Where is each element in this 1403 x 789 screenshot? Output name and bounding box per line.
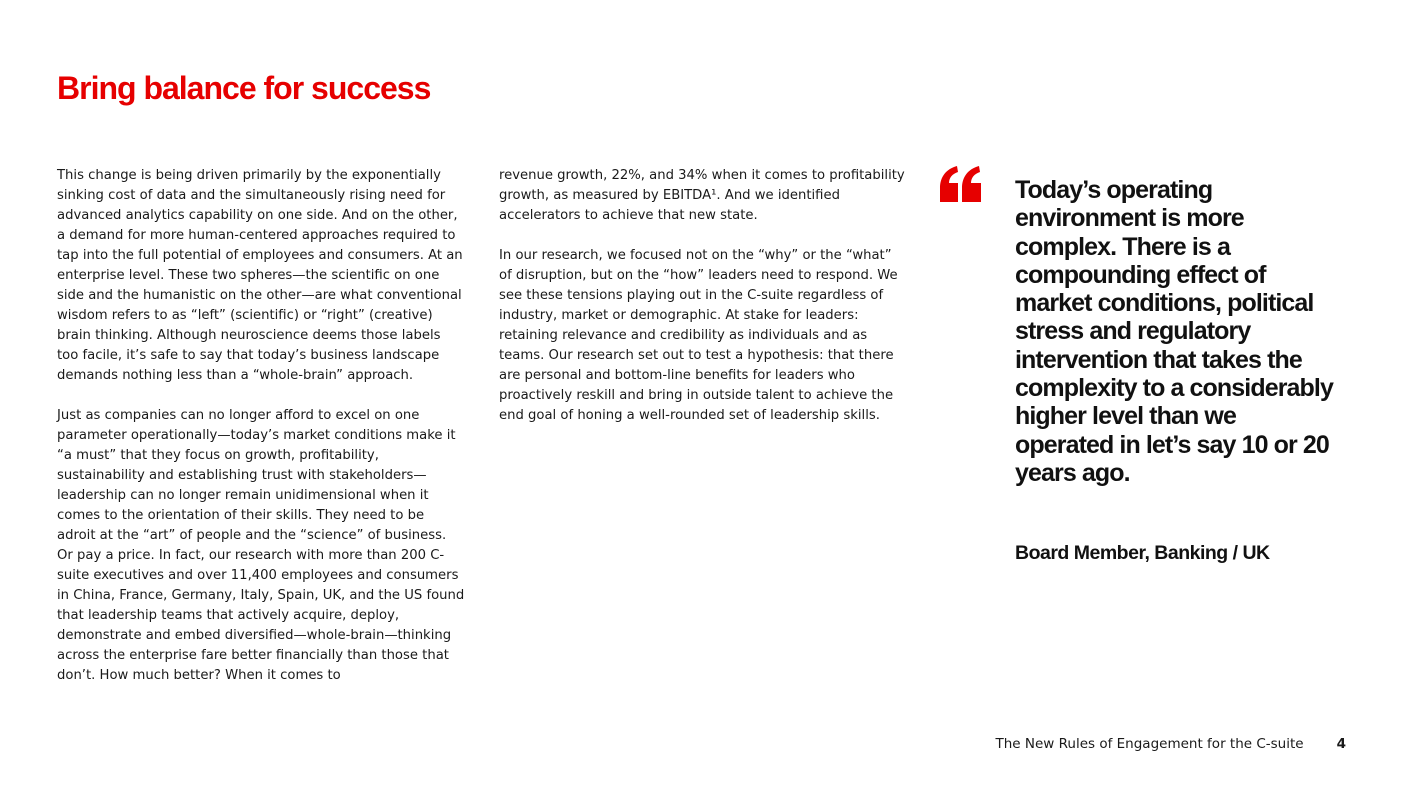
- quote-mark-icon: [938, 166, 984, 206]
- body-paragraph: revenue growth, 22%, and 34% when it comes to profitability growth, as measured by EBITDA¹. And we identified accelerators to achieve that new state.: [499, 168, 905, 223]
- body-paragraph: In our research, we focused not on the “why” or the “what” of disruption, but on the “how” leaders need to respond. We see these tensions playing out in the C-suite regardless of industry, market or demographic. At stake for leaders: retaining relevance and credibility as individuals and as teams. Our research set out to test a hypothesis: that there are personal and bottom-line benefits for leaders who proactively reskill and bring in outside talent to achieve the end goal of honing a well-rounded set of leadership skills.: [499, 248, 898, 423]
- body-paragraph: Just as companies can no longer afford to excel on one parameter operationally—today’s market conditions make it “a must” that they focus on growth, profitability, sustainability and establishing trust with stakeholders—leadership can no longer remain unidimensional when it comes to the orientation of their skills. They need to be adroit at the “art” of people and the “science” of business. Or pay a price. In fact, our research with more than 200 C-suite executives and over 11,400 employees and consumers in China, France, Germany, Italy, Spain, UK, and the US found that leadership teams that actively acquire, deploy, demonstrate and embed diversified—whole-brain—thinking across the enterprise fare better financially than those that don’t. How much better? When it comes to: [57, 408, 465, 683]
- body-column-middle: [499, 166, 905, 426]
- page-footer: [960, 734, 1346, 754]
- body-column-left: [57, 166, 465, 686]
- page-title: Bring balance for success: [57, 70, 431, 106]
- body-paragraph: This change is being driven primarily by the exponentially sinking cost of data and the simultaneously rising need for advanced analytics capability on one side. And on the other, a demand for more human-centered approaches required to tap into the full potential of employees and consumers. At an enterprise level. These two spheres—the scientific on one side and the humanistic on the other—are what conventional wisdom refers to as “left” (scientific) or “right” (creative) brain thinking. Although neuroscience deems those labels too facile, it’s safe to say that today’s business landscape demands nothing less than a “whole-brain” approach.: [57, 168, 463, 383]
- page-number: 4: [1336, 736, 1346, 752]
- quote-attribution: Board Member, Banking / UK: [1015, 542, 1270, 564]
- pull-quote: Today’s operating environment is more complex. There is a compounding effect of market conditions, political stress and regulatory intervention that takes the complexity to a considerably higher level than we operated in let’s say 10 or 20 years ago.: [1015, 176, 1333, 487]
- publication-title: The New Rules of Engagement for the C-suite: [995, 736, 1304, 752]
